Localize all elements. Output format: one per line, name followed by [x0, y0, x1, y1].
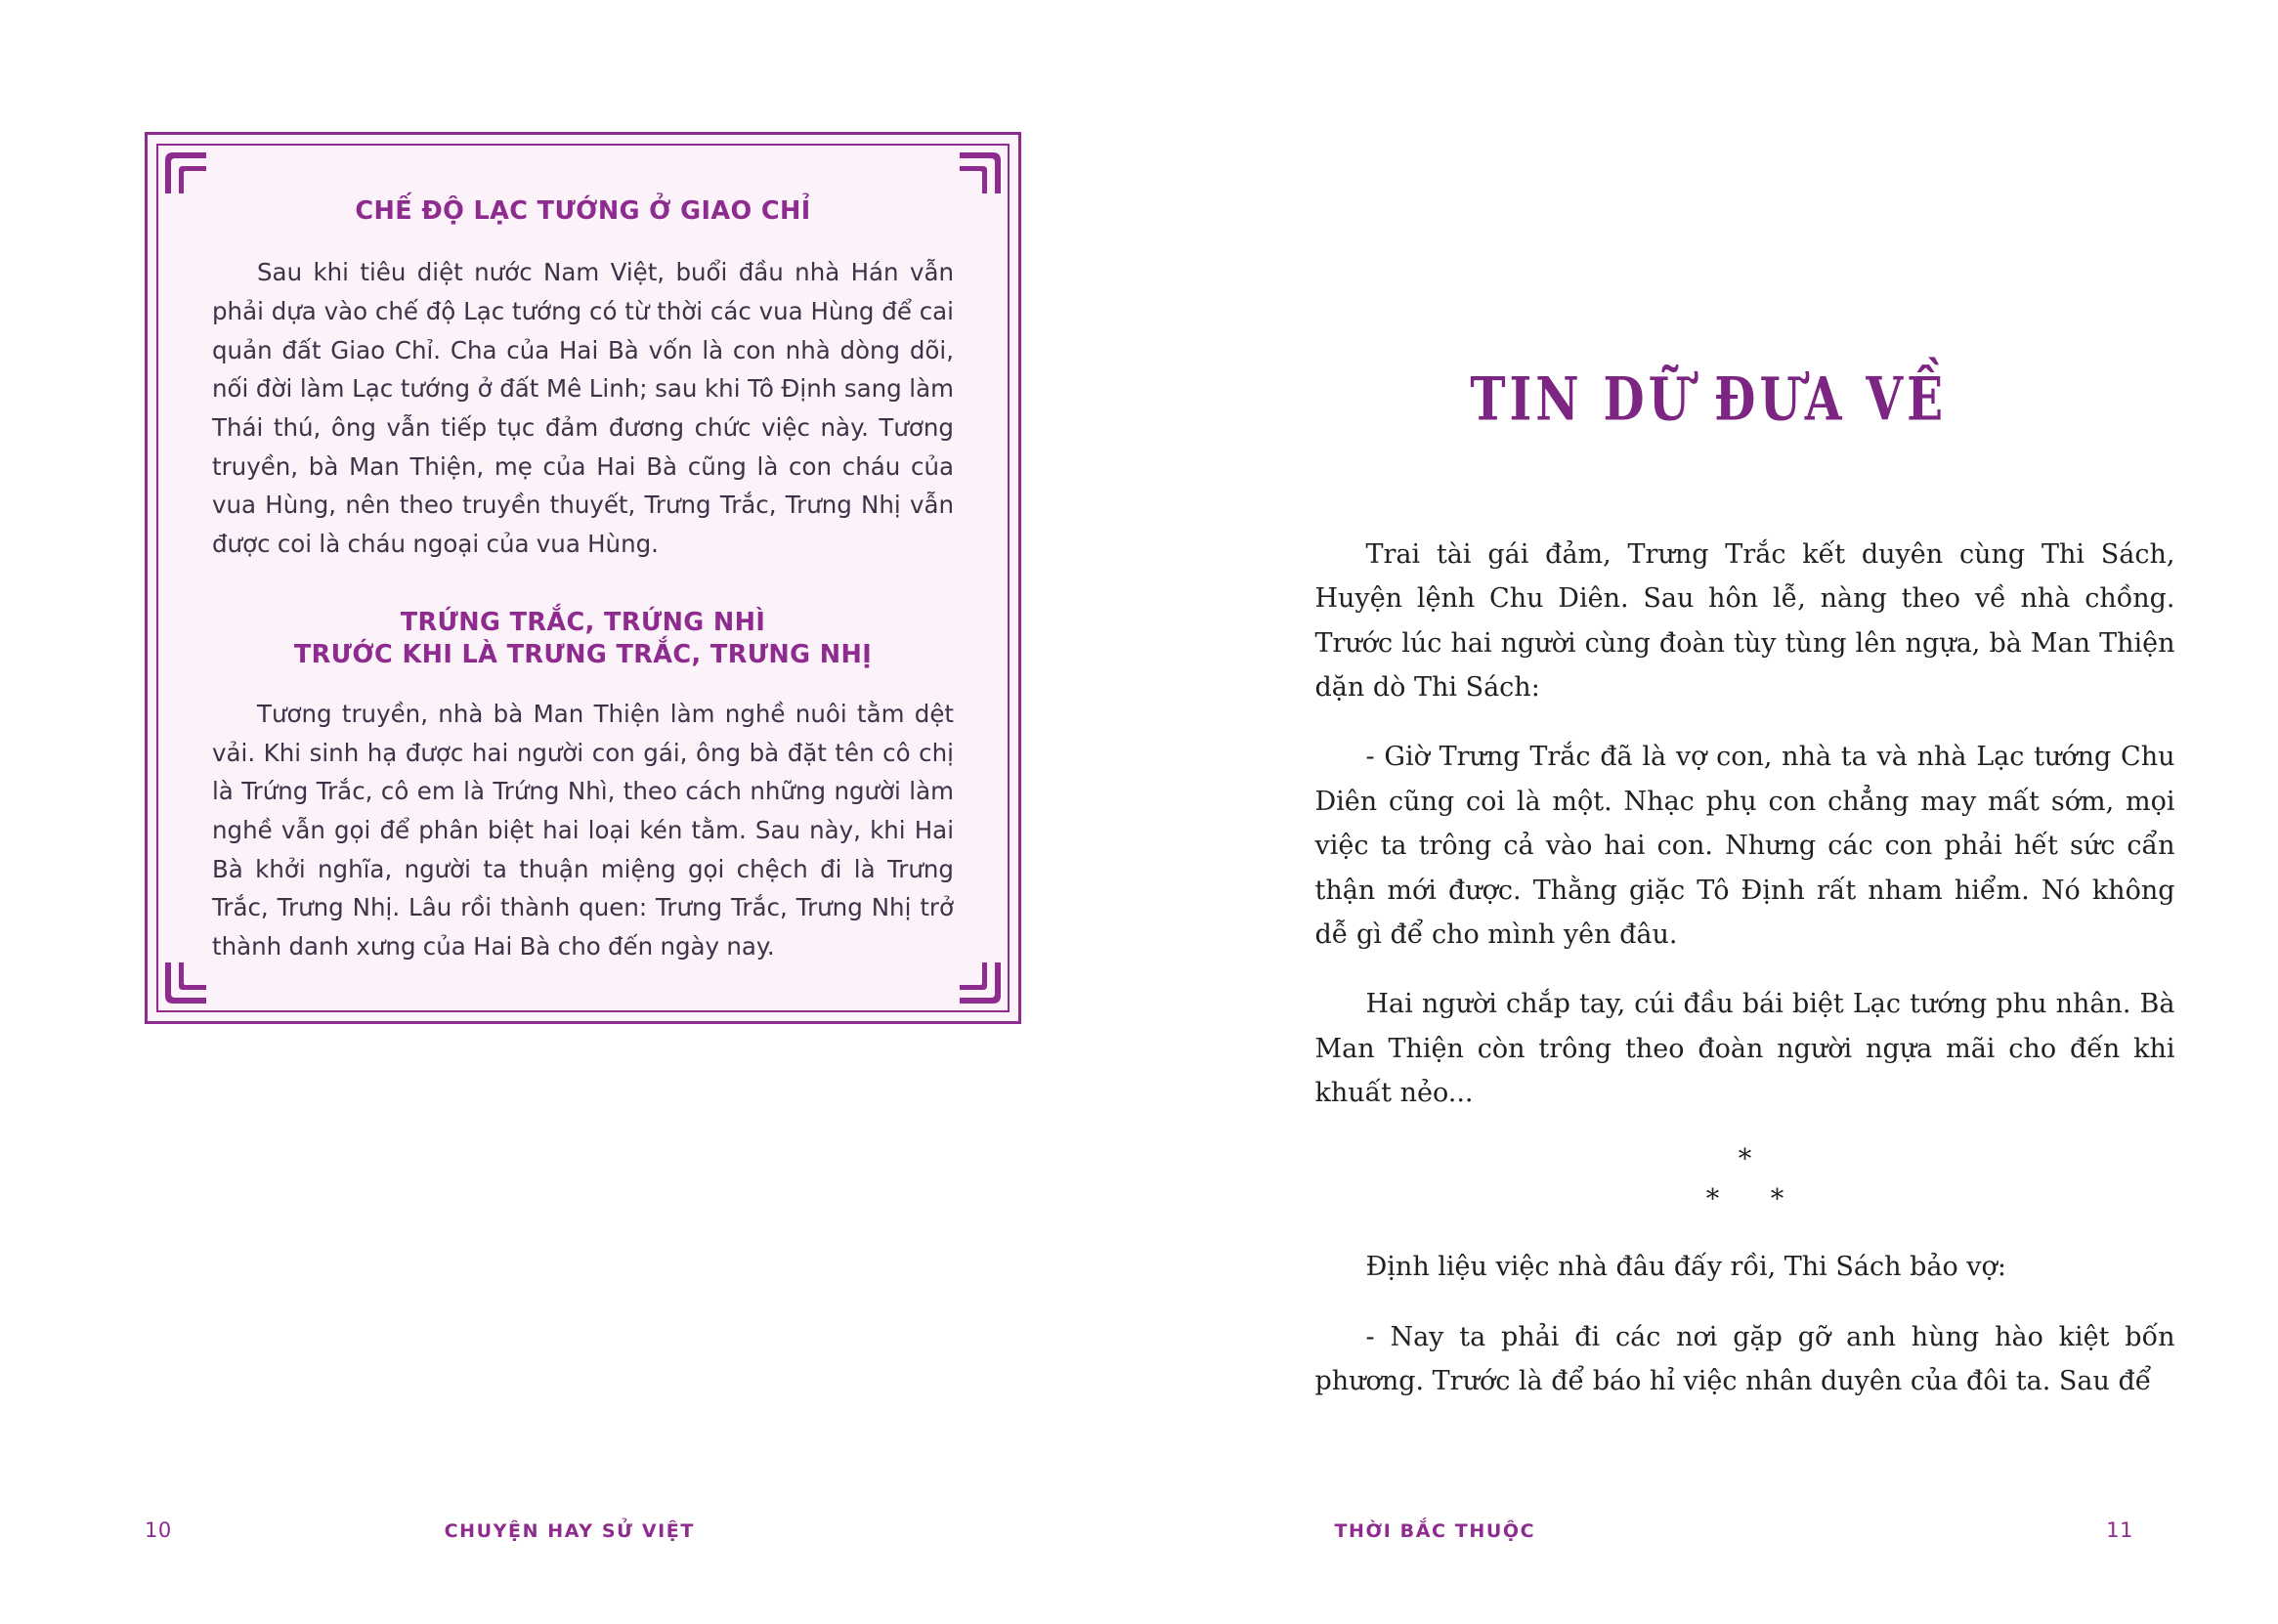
- callout-heading-1: CHẾ ĐỘ LẠC TƯỚNG Ở GIAO CHỈ: [355, 196, 811, 226]
- callout-paragraph-1: Sau khi tiêu diệt nước Nam Việt, buổi đầu nhà Hán vẫn phải dựa vào chế độ Lạc tướng có từ thời các vua Hùng để cai quản đất Giao Chỉ. Cha của Hai Bà vốn là con nhà dòng dõi, nối đời làm Lạc tướng ở đất Mê Linh; sau khi Tô Định sang làm Thái thú, ông vẫn tiếp tục đảm đương chức việc này. Tương truyền, bà Man Thiện, mẹ của Hai Bà cũng là con cháu của vua Hùng, nên theo truyền thuyết, Trưng Trắc, Trưng Nhị vẫn được coi là cháu ngoại của vua Hùng.: [212, 258, 954, 558]
- separator-row-1: *: [1738, 1144, 1752, 1175]
- sidebar-callout-box: [145, 132, 1021, 1024]
- section-separator: [1315, 1140, 2175, 1219]
- running-head-right: THỜI BẮC THUỘC: [1334, 1520, 1536, 1542]
- page-number-left: 10: [145, 1518, 172, 1542]
- body-paragraph-1: Trai tài gái đảm, Trưng Trắc kết duyên cùng Thi Sách, Huyện lệnh Chu Diên. Sau hôn lễ, nàng theo về nhà chồng. Trước lúc hai người cùng đoàn tùy tùng lên ngựa, bà Man Thiện dặn dò Thi Sách:: [1314, 539, 2175, 704]
- body-paragraph-4: Định liệu việc nhà đâu đấy rồi, Thi Sách bảo vợ:: [1365, 1252, 2006, 1283]
- callout-paragraph-2: Tương truyền, nhà bà Man Thiện làm nghề nuôi tằm dệt vải. Khi sinh hạ được hai người con gái, ông bà đặt tên cô chị là Trứng Trắc, cô em là Trứng Nhì, theo cách những người làm nghề vẫn gọi để phân biệt hai loại kén tằm. Sau này, khi Hai Bà khởi nghĩa, người ta thuận miệng gọi chệch đi là Trưng Trắc, Trưng Nhị. Lâu rồi thành quen: Trưng Trắc, Trưng Nhị trở thành danh xưng của Hai Bà cho đến ngày nay.: [212, 699, 954, 962]
- body-paragraph-2: - Giờ Trưng Trắc đã là vợ con, nhà ta và nhà Lạc tướng Chu Diên cũng coi là một. Nhạc phụ con chẳng may mất sớm, mọi việc ta trông cả vào hai con. Nhưng các con phải hết sức cẩn thận mới được. Thằng giặc Tô Định rất nham hiểm. Nó không dễ gì để cho mình yên đâu.: [1314, 742, 2175, 950]
- running-head-left: CHUYỆN HAY SỬ VIỆT: [444, 1520, 695, 1542]
- right-page: [1139, 0, 2278, 1624]
- page-number-right: 11: [2106, 1518, 2133, 1542]
- chapter-title: TIN DỮ ĐƯA VỀ: [1470, 363, 1948, 435]
- callout-heading-2-line-1: TRỨNG TRẮC, TRỨNG NHÌ: [400, 607, 766, 637]
- callout-content: [148, 135, 1018, 1021]
- separator-row-2: * *: [1705, 1183, 1806, 1215]
- callout-heading-2-line-2: TRƯỚC KHI LÀ TRƯNG TRẮC, TRƯNG NHỊ: [293, 639, 873, 669]
- body-paragraph-5: - Nay ta phải đi các nơi gặp gỡ anh hùng hào kiệt bốn phương. Trước là để báo hỉ việc nhân duyên của đôi ta. Sau để: [1314, 1321, 2175, 1397]
- callout-heading-2: [212, 607, 954, 671]
- body-paragraph-3: Hai người chắp tay, cúi đầu bái biệt Lạc tướng phu nhân. Bà Man Thiện còn trông theo đoàn người ngựa mãi cho đến khi khuất nẻo...: [1314, 989, 2175, 1108]
- body-column: [1315, 533, 2175, 1429]
